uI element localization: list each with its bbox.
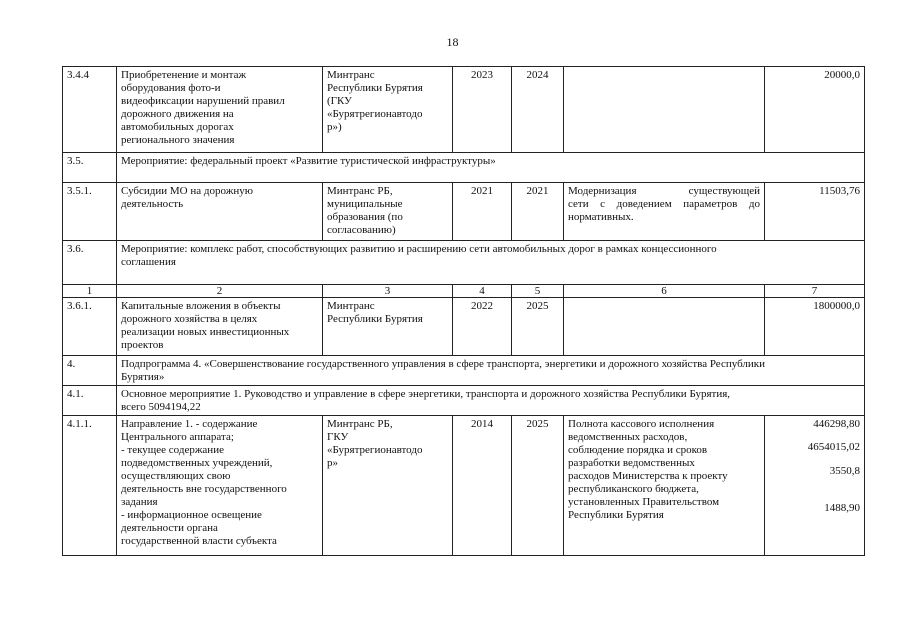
row-number: 3.6.1. (63, 298, 117, 356)
end-year: 2025 (512, 416, 564, 556)
section-heading: Мероприятие: комплекс работ, способствующих развитию и расширению сети автомобильных дорог в рамках концессионного соглашения (117, 241, 865, 285)
end-year: 2025 (512, 298, 564, 356)
executor: Минтранс РБ, муниципальные образования (по согласованию) (323, 183, 453, 241)
amount: 4654015,02 (807, 441, 860, 453)
start-year: 2022 (453, 298, 512, 356)
amount: 1800000,0 (765, 298, 865, 356)
expected-result (564, 298, 765, 356)
executor: Минтранс РБ, ГКУ «Бурятрегионавтодо р» (323, 416, 453, 556)
measures-table (62, 66, 865, 556)
column-number: 5 (512, 285, 564, 298)
column-number-row (63, 285, 865, 298)
expected-result (564, 67, 765, 153)
column-number: 1 (63, 285, 117, 298)
table-row (63, 298, 865, 356)
table-row (63, 356, 865, 386)
measure-name: Капитальные вложения в объекты дорожного хозяйства в целях реализации новых инвестиционных проектов (117, 298, 323, 356)
end-year: 2021 (512, 183, 564, 241)
executor: Минтранс Республики Бурятия (323, 298, 453, 356)
table-row (63, 386, 865, 416)
amount: 20000,0 (765, 67, 865, 153)
column-number: 2 (117, 285, 323, 298)
amounts (765, 416, 865, 556)
table-row (63, 183, 865, 241)
start-year: 2021 (453, 183, 512, 241)
row-number: 3.6. (63, 241, 117, 285)
row-number: 4.1.1. (63, 416, 117, 556)
column-number: 6 (564, 285, 765, 298)
measure-name: Направление 1. - содержание Центрального аппарата; - текущее содержание подведомственных учреждений, осуществляющих свою деятельность вне государственного задания - информационное освещение деятельности органа государственной власти субъекта (117, 416, 323, 556)
row-number: 3.5.1. (63, 183, 117, 241)
section-heading: Мероприятие: федеральный проект «Развитие туристической инфраструктуры» (117, 153, 865, 183)
column-number: 3 (323, 285, 453, 298)
row-number: 4. (63, 356, 117, 386)
expected-result: Полнота кассового исполнения ведомственных расходов, соблюдение порядка и сроков разработки ведомственных расходов Министерства к проекту республиканского бюджета, установленных Правительством Республики Бурятия (564, 416, 765, 556)
measure-name: Субсидии МО на дорожную деятельность (117, 183, 323, 241)
expected-result: Модернизация существующей сети с доведением параметров до нормативных. (564, 183, 765, 241)
executor: Минтранс Республики Бурятия (ГКУ «Бурятрегионавтодо р») (323, 67, 453, 153)
amount: 1488,90 (824, 502, 860, 514)
table-row (63, 67, 865, 153)
column-number: 7 (765, 285, 865, 298)
main-measure-heading: Основное мероприятие 1. Руководство и управление в сфере энергетики, транспорта и дорожного хозяйства Республики Бурятия, всего 5094194,22 (117, 386, 865, 416)
start-year: 2023 (453, 67, 512, 153)
row-number: 3.4.4 (63, 67, 117, 153)
page-number: 18 (446, 35, 459, 49)
amount: 11503,76 (765, 183, 865, 241)
row-number: 4.1. (63, 386, 117, 416)
table-row (63, 153, 865, 183)
amount: 446298,80 (813, 418, 860, 430)
row-number: 3.5. (63, 153, 117, 183)
amount: 3550,8 (829, 465, 860, 477)
end-year: 2024 (512, 67, 564, 153)
table-row (63, 416, 865, 556)
subprogram-heading: Подпрограмма 4. «Совершенствование государственного управления в сфере транспорта, энергетики и дорожного хозяйства Республики Бурятия» (117, 356, 865, 386)
start-year: 2014 (453, 416, 512, 556)
table-row (63, 241, 865, 285)
measure-name: Приобретенение и монтаж оборудования фото-и видеофиксации нарушений правил дорожного движения на автомобильных дорогах регионального значения (117, 67, 323, 153)
column-number: 4 (453, 285, 512, 298)
